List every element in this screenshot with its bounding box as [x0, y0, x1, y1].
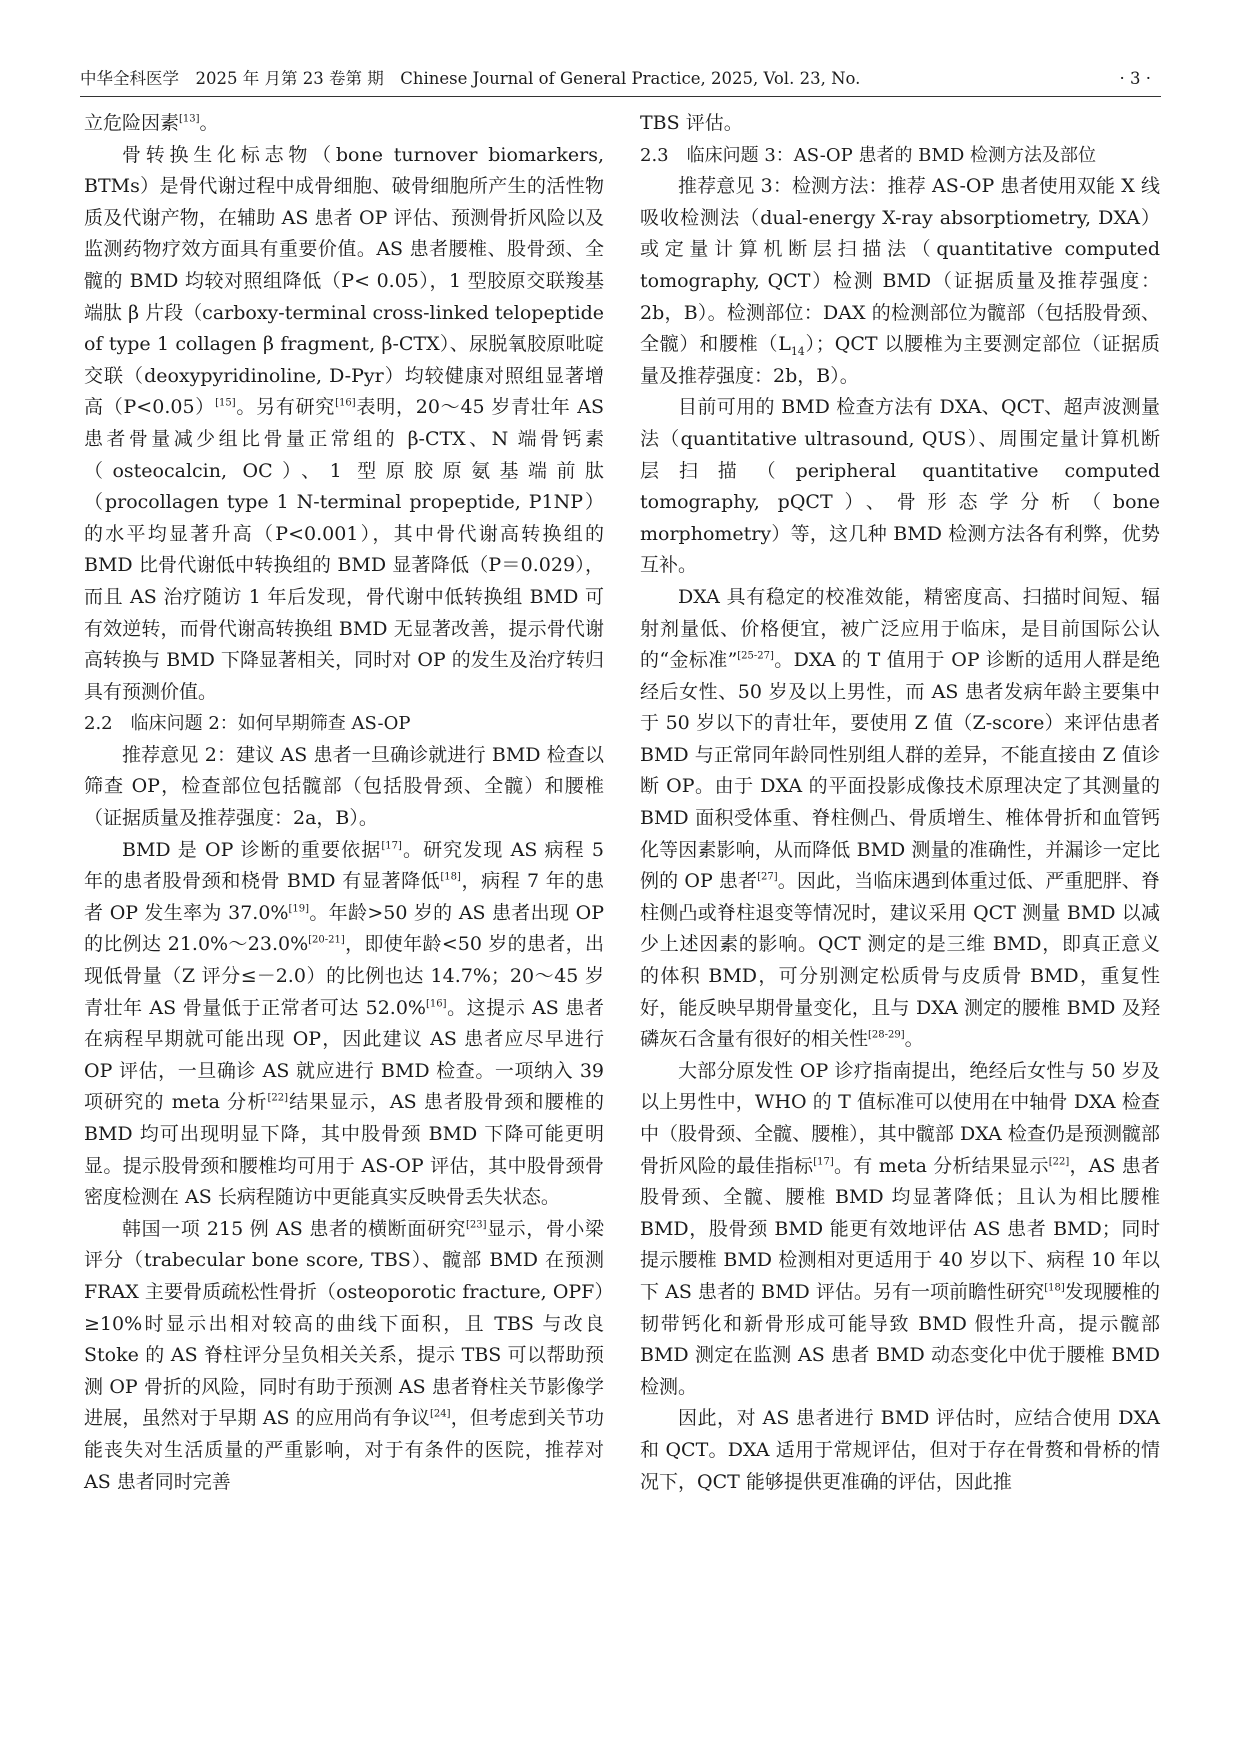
text-run: 。研究发现 AS 病程 5 年的患者股骨颈和桡骨 BMD 有显著降低: [84, 838, 604, 893]
text-run: 表明，20～45 岁青壮年 AS 患者骨量减少组比骨量正常组的 β-CTX、N 端骨钙素（osteocalcin, OC）、1 型原胶原氨基端前肽（procollagen type 1 N-terminal propeptide, P1NP）的水平均显著升高（P<0.001），其中骨代谢高转换组的 BMD 比骨代谢低中转换组的 BMD 显著降低（P＝0.029），而且 AS 治疗随访 1 年后发现，骨代谢中低转换组 BMD 可有效逆转，而骨代谢高转换组 BMD 无显著改善，提示骨代谢高转换与 BMD 下降显著相关，同时对 OP 的发生及治疗转归具有预测价值。: [84, 396, 605, 703]
citation-ref: [24]: [430, 1409, 451, 1421]
continued-paragraph: [84, 108, 604, 140]
citation-ref: [25-27]: [737, 650, 774, 662]
body-paragraph: [84, 835, 604, 1214]
text-run: 。因此，当临床遇到体重过低、严重肥胖、脊柱侧凸或脊柱退变等情况时，建议采用 QCT 测量 BMD 以减少上述因素的影响。QCT 测定的是三维 BMD，即真正意义的体积 BMD，可分别测定松质骨与皮质骨 BMD，重复性好，能反映早期骨量变化，且与 DXA 测定的腰椎 BMD 及羟磷灰石含量有很好的相关性: [640, 870, 1160, 1051]
journal-line: 中华全科医学 2025 年 月第 23 卷第 期 Chinese Journal of General Practice, 2025, Vol. 23, No.: [80, 69, 861, 88]
text-run: ，病程 7 年的患者 OP 发生率为 37.0%: [84, 870, 605, 924]
text-run: 。: [904, 1028, 924, 1051]
text-run: 推荐意见 3：检测方法：推荐 AS-OP 患者使用双能 X 线吸收检测法（dual-energy X-ray absorptiometry, DXA）或定量计算机断层扫描法（quantitative computed tomography, QCT）检测 BMD（证据质量及推荐强度：2b，B）。检测部位：DAX 的检测部位为髋部（包括股骨颈、全髋）和腰椎（L: [640, 175, 1160, 356]
text-run: 。: [199, 112, 219, 134]
subscript: 14: [790, 344, 805, 358]
citation-ref: [28-29]: [868, 1029, 905, 1041]
text-run: 。DXA 的 T 值用于 OP 诊断的适用人群是绝经后女性、50 岁及以上男性，而 AS 患者发病年龄主要集中于 50 岁以下的青壮年，要使用 Z 值（Z-score）来评估患者 BMD 与正常同年龄同性别组人群的差异，不能直接由 Z 值诊断 OP。由于 DXA 的平面投影成像技术原理决定了其测量的 BMD 面积受体重、脊柱侧凸、骨质增生、椎体骨折和血管钙化等因素影响，从而降低 BMD 测量的准确性，并漏诊一定比例的 OP 患者: [640, 649, 1160, 893]
text-run: 推荐意见 2：建议 AS 患者一旦确诊就进行 BMD 检查以筛查 OP，检查部位包括髋部（包括股骨颈、全髋）和腰椎（证据质量及推荐强度：2a，B）。: [84, 743, 604, 830]
text-run: TBS 评估。: [640, 112, 743, 134]
body-paragraph: [640, 1403, 1160, 1498]
text-run: ，AS 患者股骨颈、全髋、腰椎 BMD 均显著降低；且认为相比腰椎 BMD，股骨颈 BMD 能更有效地评估 AS 患者 BMD；同时提示腰椎 BMD 检测相对更适用于 40 岁以下、病程 10 年以下 AS 患者的 BMD 评估。另有一项前瞻性研究: [640, 1154, 1160, 1303]
left-column: [84, 108, 604, 1498]
section-heading: [640, 140, 1160, 172]
citation-ref: [18]: [440, 871, 461, 883]
text-run: 显示，骨小梁评分（trabecular bone score, TBS）、髋部 BMD 在预测 FRAX 主要骨质疏松性骨折（osteoporotic fracture, OPF）≥10%时显示出相对较高的曲线下面积，且 TBS 与改良 Stoke 的 AS 脊柱评分呈负相关关系，提示 TBS 可以帮助预测 OP 骨折的风险，同时有助于预测 AS 患者脊柱关节影像学进展，虽然对于早期 AS 的应用尚有争议: [84, 1217, 604, 1430]
citation-ref: [17]: [381, 840, 402, 852]
body-paragraph: [640, 1056, 1160, 1404]
right-column: [640, 108, 1160, 1498]
section-heading: [84, 708, 604, 740]
text-run: 。年龄>50 岁的 AS 患者出现 OP 的比例达 21.0%～23.0%: [84, 901, 604, 956]
body-paragraph: [640, 392, 1160, 582]
citation-ref: [15]: [215, 398, 236, 410]
continued-paragraph: [640, 108, 1160, 140]
text-run: 因此，对 AS 患者进行 BMD 评估时，应结合使用 DXA 和 QCT。DXA 适用于常规评估，但对于存在骨赘和骨桥的情况下，QCT 能够提供更准确的评估，因此推: [640, 1407, 1160, 1493]
text-run: ）；QCT 以腰椎为主要测定部位（证据质量及推荐强度：2b，B）。: [640, 333, 1160, 387]
text-run: ，但考虑到关节功能丧失对生活质量的严重影响，对于有条件的医院，推荐对 AS 患者同时完善: [84, 1407, 604, 1493]
body-paragraph: [640, 582, 1160, 1056]
citation-ref: [23]: [465, 1219, 487, 1231]
page-number: · 3 ·: [1119, 69, 1151, 88]
text-run: 2.3 临床问题 3：AS-OP 患者的 BMD 检测方法及部位: [640, 144, 1096, 166]
running-header: [80, 62, 1161, 97]
text-run: 。有 meta 分析结果显示: [833, 1154, 1049, 1177]
text-run: 发现腰椎的韧带钙化和新骨形成可能导致 BMD 假性升高，提示髋部 BMD 测定在监测 AS 患者 BMD 动态变化中优于腰椎 BMD 检测。: [640, 1280, 1160, 1398]
text-run: 2.2 临床问题 2：如何早期筛查 AS-OP: [84, 713, 411, 735]
text-run: 大部分原发性 OP 诊疗指南提出，绝经后女性与 50 岁及以上男性中，WHO 的 T 值标准可以使用在中轴骨 DXA 检查中（股骨颈、全髋、腰椎），其中髋部 DXA 检查仍是预测髋部骨折风险的最佳指标: [640, 1059, 1160, 1177]
citation-ref: [13]: [179, 113, 200, 125]
text-run: 立危险因素: [84, 112, 180, 134]
body-paragraph: [84, 140, 604, 709]
citation-ref: [17]: [813, 1156, 834, 1168]
text-run: DXA 具有稳定的校准效能，精密度高、扫描时间短、辐射剂量低、价格便宜，被广泛应用于临床，是目前国际公认的“金标准”: [640, 585, 1160, 672]
text-run: 。另有研究: [235, 396, 336, 419]
citation-ref: [22]: [267, 1093, 289, 1105]
citation-ref: [22]: [1048, 1156, 1070, 1168]
citation-ref: [16]: [425, 998, 447, 1010]
citation-ref: [20-21]: [308, 935, 345, 947]
text-run: ，即使年龄<50 岁的患者，出现低骨量（Z 评分≤－2.0）的比例也达 14.7%；20～45 岁青壮年 AS 骨量低于正常者可达 52.0%: [84, 933, 604, 1019]
body-paragraph: [84, 740, 604, 835]
text-run: BMD 是 OP 诊断的重要依据: [122, 838, 382, 861]
body-paragraph: [640, 171, 1160, 392]
text-run: 韩国一项 215 例 AS 患者的横断面研究: [122, 1217, 466, 1240]
text-run: 骨转换生化标志物（bone turnover biomarkers, BTMs）是骨代谢过程中成骨细胞、破骨细胞所产生的活性物质及代谢产物，在辅助 AS 患者 OP 评估、预测骨折风险以及监测药物疗效方面具有重要价值。AS 患者腰椎、股骨颈、全髋的 BMD 均较对照组降低（P< 0.05），1 型胶原交联羧基端肽 β 片段（carboxy-terminal cross-linked telopeptide of type 1 collagen β fragment, β-CTX）、尿脱氧胶原吡啶交联（deoxypyridinoline, D-Pyr）均较健康对照组显著增高（P<0.05）: [84, 143, 604, 419]
citation-ref: [18]: [1044, 1282, 1065, 1294]
citation-ref: [27]: [757, 871, 778, 883]
body-paragraph: [84, 1214, 604, 1498]
text-run: 结果显示，AS 患者股骨颈和腰椎的 BMD 均可出现明显下降，其中股骨颈 BMD 下降可能更明显。提示股骨颈和腰椎均可用于 AS-OP 评估，其中股骨颈骨密度检测在 AS 长病程随访中更能真实反映骨丢失状态。: [84, 1091, 604, 1209]
text-run: 。这提示 AS 患者在病程早期就可能出现 OP，因此建议 AS 患者应尽早进行 OP 评估，一旦确诊 AS 就应进行 BMD 检查。一项纳入 39 项研究的 meta 分析: [84, 996, 604, 1114]
text-run: 目前可用的 BMD 检查方法有 DXA、QCT、超声波测量法（quantitative ultrasound, QUS）、周围定量计算机断层扫描（peripheral quantitative computed tomography, pQCT）、骨形态学分析（bone morphometry）等，这几种 BMD 检测方法各有利弊，优势互补。: [640, 396, 1160, 577]
citation-ref: [16]: [335, 398, 356, 410]
citation-ref: [19]: [288, 903, 310, 915]
